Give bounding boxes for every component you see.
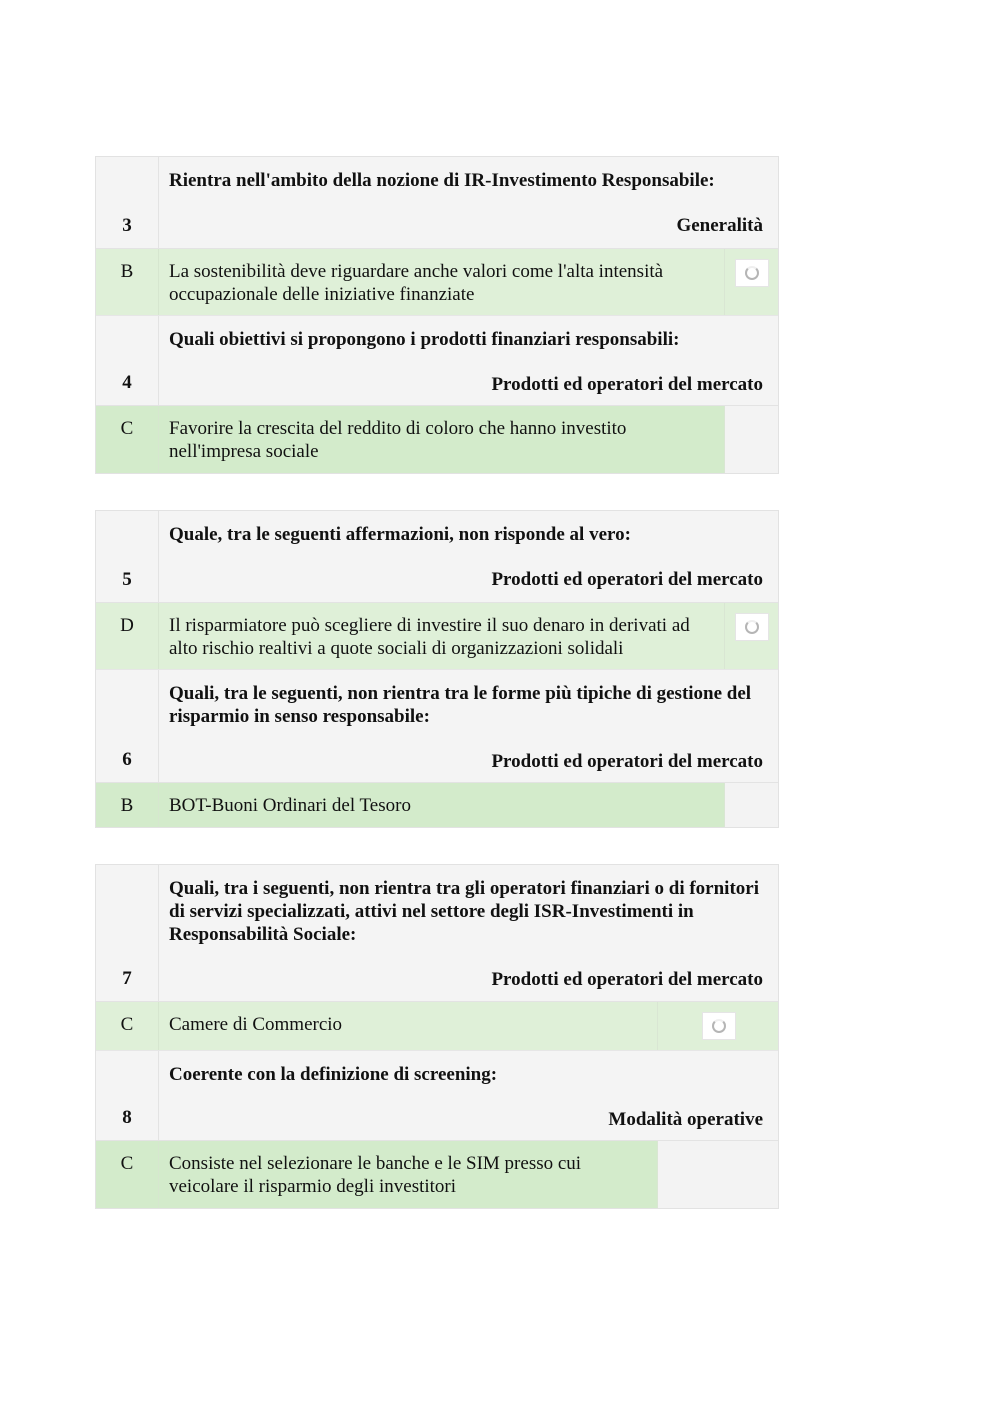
loading-radio-icon bbox=[745, 266, 759, 280]
question-category: Prodotti ed operatori del mercato bbox=[491, 569, 763, 590]
radio-button[interactable] bbox=[735, 613, 769, 641]
question-category: Prodotti ed operatori del mercato bbox=[491, 374, 763, 395]
answer-row[interactable] bbox=[96, 783, 778, 827]
question-text: Coerente con la definizione di screening: bbox=[169, 1064, 498, 1085]
question-number: 7 bbox=[96, 865, 159, 1001]
loading-radio-icon bbox=[745, 620, 759, 634]
question-block-1 bbox=[95, 156, 779, 474]
question-number: 4 bbox=[96, 316, 159, 405]
answer-option-cell[interactable] bbox=[724, 406, 778, 473]
answer-row[interactable] bbox=[96, 249, 778, 316]
question-category: Prodotti ed operatori del mercato bbox=[491, 751, 763, 772]
question-category: Modalità operative bbox=[608, 1109, 763, 1130]
question-text: Quale, tra le seguenti affermazioni, non risponde al vero: bbox=[169, 524, 631, 545]
question-row bbox=[96, 670, 778, 783]
question-row bbox=[96, 157, 778, 249]
answer-option-cell[interactable] bbox=[657, 1002, 778, 1050]
answer-letter: B bbox=[96, 783, 159, 827]
answer-letter: C bbox=[96, 406, 159, 473]
question-row bbox=[96, 316, 778, 406]
loading-radio-icon bbox=[712, 1019, 726, 1033]
answer-row[interactable] bbox=[96, 1002, 778, 1051]
answer-text: Camere di Commercio bbox=[169, 1014, 343, 1035]
question-block-3 bbox=[95, 864, 779, 1209]
radio-button[interactable] bbox=[702, 1012, 736, 1040]
question-text: Quali, tra i seguenti, non rientra tra gli operatori finanziari o di fornitori di servizi specializzati, attivi nel settore degli ISR-Investimenti in Responsabilità Sociale: bbox=[169, 878, 759, 945]
answer-row[interactable] bbox=[96, 406, 778, 473]
answer-letter: C bbox=[96, 1002, 159, 1050]
question-row bbox=[96, 865, 778, 1002]
question-number: 6 bbox=[96, 670, 159, 782]
answer-text: La sostenibilità deve riguardare anche valori come l'alta intensità occupazionale delle iniziative finanziate bbox=[169, 261, 664, 305]
question-category: Prodotti ed operatori del mercato bbox=[491, 969, 763, 990]
question-block-2 bbox=[95, 510, 779, 828]
answer-row[interactable] bbox=[96, 603, 778, 670]
question-number: 3 bbox=[96, 157, 159, 248]
answer-option-cell[interactable] bbox=[724, 249, 778, 315]
answer-text: BOT-Buoni Ordinari del Tesoro bbox=[159, 783, 724, 827]
question-row bbox=[96, 511, 778, 603]
radio-button[interactable] bbox=[735, 259, 769, 287]
question-text: Quali obiettivi si propongono i prodotti finanziari responsabili: bbox=[169, 329, 680, 350]
answer-option-cell[interactable] bbox=[724, 603, 778, 669]
question-text: Rientra nell'ambito della nozione di IR-Investimento Responsabile: bbox=[169, 170, 715, 191]
answer-text: Consiste nel selezionare le banche e le SIM presso cui veicolare il risparmio degli investitori bbox=[159, 1141, 657, 1208]
answer-row[interactable] bbox=[96, 1141, 778, 1208]
answer-option-cell[interactable] bbox=[724, 783, 778, 827]
question-number: 8 bbox=[96, 1051, 159, 1140]
question-row bbox=[96, 1051, 778, 1141]
answer-option-cell[interactable] bbox=[657, 1141, 778, 1208]
answer-letter: B bbox=[96, 249, 159, 315]
answer-letter: D bbox=[96, 603, 159, 669]
answer-letter: C bbox=[96, 1141, 159, 1208]
question-number: 5 bbox=[96, 511, 159, 602]
question-text: Quali, tra le seguenti, non rientra tra le forme più tipiche di gestione del risparmio in senso responsabile: bbox=[169, 683, 752, 727]
answer-text: Il risparmiatore può scegliere di investire il suo denaro in derivati ad alto rischio realtivi a quote sociali di organizzazioni solidali bbox=[169, 615, 690, 659]
question-category: Generalità bbox=[676, 215, 763, 236]
answer-text: Favorire la crescita del reddito di coloro che hanno investito nell'impresa sociale bbox=[159, 406, 724, 473]
